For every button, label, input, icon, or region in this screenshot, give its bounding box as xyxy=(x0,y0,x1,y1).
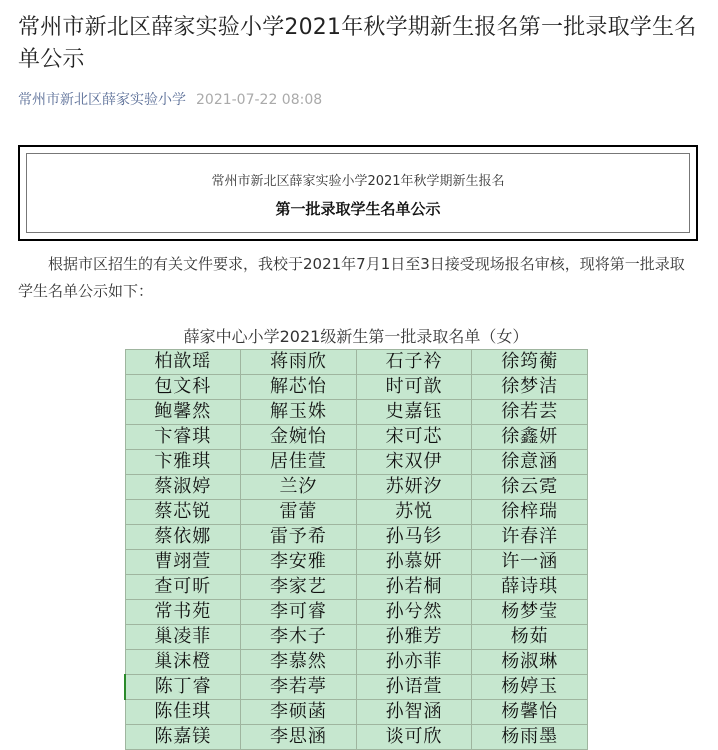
student-name-cell: 蒋雨欣 xyxy=(241,350,357,375)
student-name-cell: 李若葶 xyxy=(241,675,357,700)
student-name-cell: 李硕菡 xyxy=(241,700,357,725)
student-name-cell: 苏悦 xyxy=(356,500,472,525)
student-name-cell: 徐意涵 xyxy=(472,450,588,475)
student-name-cell: 曹翊萱 xyxy=(125,550,241,575)
student-name-cell: 孙雅芳 xyxy=(356,625,472,650)
student-name-cell: 时可歆 xyxy=(356,375,472,400)
article-meta xyxy=(18,90,322,110)
admission-table xyxy=(124,349,588,750)
table-row xyxy=(125,350,588,375)
article-title: 常州市新北区薛家实验小学2021年秋学期新生报名第一批录取学生名单公示 xyxy=(18,15,697,72)
table-row xyxy=(125,450,588,475)
student-name-cell: 许春洋 xyxy=(472,525,588,550)
student-name-cell: 杨梦莹 xyxy=(472,600,588,625)
student-name-cell: 苏妍汐 xyxy=(356,475,472,500)
student-name-cell: 许一涵 xyxy=(472,550,588,575)
student-name-cell: 解玉姝 xyxy=(241,400,357,425)
notice-box-inner xyxy=(26,153,690,233)
student-name-cell: 蔡依娜 xyxy=(125,525,241,550)
student-name-cell: 徐若芸 xyxy=(472,400,588,425)
table-row xyxy=(125,525,588,550)
student-name-cell: 李慕然 xyxy=(241,650,357,675)
student-name-cell: 徐梦洁 xyxy=(472,375,588,400)
student-name-cell: 石子衿 xyxy=(356,350,472,375)
student-name-cell: 孙兮然 xyxy=(356,600,472,625)
student-name-cell: 雷予希 xyxy=(241,525,357,550)
student-name-cell: 徐鑫妍 xyxy=(472,425,588,450)
notice-heading: 第一批录取学生名单公示 xyxy=(275,200,441,218)
student-name-cell: 陈佳琪 xyxy=(125,700,241,725)
student-name-cell: 兰汐 xyxy=(241,475,357,500)
student-name-cell: 陈嘉镁 xyxy=(125,725,241,750)
student-name-cell: 解芯怡 xyxy=(241,375,357,400)
notice-box xyxy=(18,145,698,241)
student-name-cell: 杨雨墨 xyxy=(472,725,588,750)
student-name-cell: 徐梓瑞 xyxy=(472,500,588,525)
student-name-cell: 孙慕妍 xyxy=(356,550,472,575)
student-name-cell: 史嘉钰 xyxy=(356,400,472,425)
student-name-cell: 薛诗琪 xyxy=(472,575,588,600)
student-name-cell: 徐筠蘅 xyxy=(472,350,588,375)
student-name-cell: 宋可芯 xyxy=(356,425,472,450)
student-name-cell: 李思涵 xyxy=(241,725,357,750)
student-name-cell: 鲍馨然 xyxy=(125,400,241,425)
student-name-cell: 陈丁睿 xyxy=(125,675,241,700)
table-row xyxy=(125,675,588,700)
student-name-cell: 包文科 xyxy=(125,375,241,400)
student-name-cell: 杨淑琳 xyxy=(472,650,588,675)
student-name-cell: 李家艺 xyxy=(241,575,357,600)
table-row xyxy=(125,575,588,600)
notice-subtitle: 常州市新北区薛家实验小学2021年秋学期新生报名 xyxy=(211,174,505,189)
student-name-cell: 巢沫橙 xyxy=(125,650,241,675)
student-name-cell: 杨馨怡 xyxy=(472,700,588,725)
student-name-cell: 巢凌菲 xyxy=(125,625,241,650)
student-name-cell: 孙马钐 xyxy=(356,525,472,550)
student-name-cell: 卞睿琪 xyxy=(125,425,241,450)
publish-date: 2021-07-22 08:08 xyxy=(196,92,323,108)
table-caption: 薛家中心小学2021级新生第一批录取名单（女） xyxy=(183,327,529,346)
table-row xyxy=(125,375,588,400)
table-row xyxy=(125,550,588,575)
student-name-cell: 孙智涵 xyxy=(356,700,472,725)
student-name-cell: 杨婷玉 xyxy=(472,675,588,700)
table-row xyxy=(125,425,588,450)
student-name-cell: 孙若桐 xyxy=(356,575,472,600)
student-name-cell: 查可昕 xyxy=(125,575,241,600)
table-row xyxy=(125,475,588,500)
student-name-cell: 李可睿 xyxy=(241,600,357,625)
student-name-cell: 蔡芯锐 xyxy=(125,500,241,525)
table-row xyxy=(125,625,588,650)
student-name-cell: 杨茹 xyxy=(472,625,588,650)
source-link[interactable]: 常州市新北区薛家实验小学 xyxy=(18,92,186,108)
table-row xyxy=(125,700,588,725)
student-name-cell: 卞雅琪 xyxy=(125,450,241,475)
student-name-cell: 金婉怡 xyxy=(241,425,357,450)
table-row xyxy=(125,400,588,425)
student-name-cell: 李安雅 xyxy=(241,550,357,575)
table-row xyxy=(125,650,588,675)
student-name-cell: 李木子 xyxy=(241,625,357,650)
student-name-cell: 谈可欣 xyxy=(356,725,472,750)
student-name-cell: 宋双伊 xyxy=(356,450,472,475)
student-name-cell: 雷蕾 xyxy=(241,500,357,525)
intro-paragraph: 根据市区招生的有关文件要求，我校于2021年7月1日至3日接受现场报名审核，现将第一批录取学生名单公示如下： xyxy=(18,255,685,300)
student-name-cell: 徐云霓 xyxy=(472,475,588,500)
table-row xyxy=(125,500,588,525)
table-row xyxy=(125,725,588,750)
student-name-cell: 柏歆瑶 xyxy=(125,350,241,375)
student-name-cell: 孙语萱 xyxy=(356,675,472,700)
student-name-cell: 居佳萱 xyxy=(241,450,357,475)
table-row xyxy=(125,600,588,625)
student-name-cell: 常书苑 xyxy=(125,600,241,625)
student-name-cell: 蔡淑婷 xyxy=(125,475,241,500)
student-name-cell: 孙亦菲 xyxy=(356,650,472,675)
